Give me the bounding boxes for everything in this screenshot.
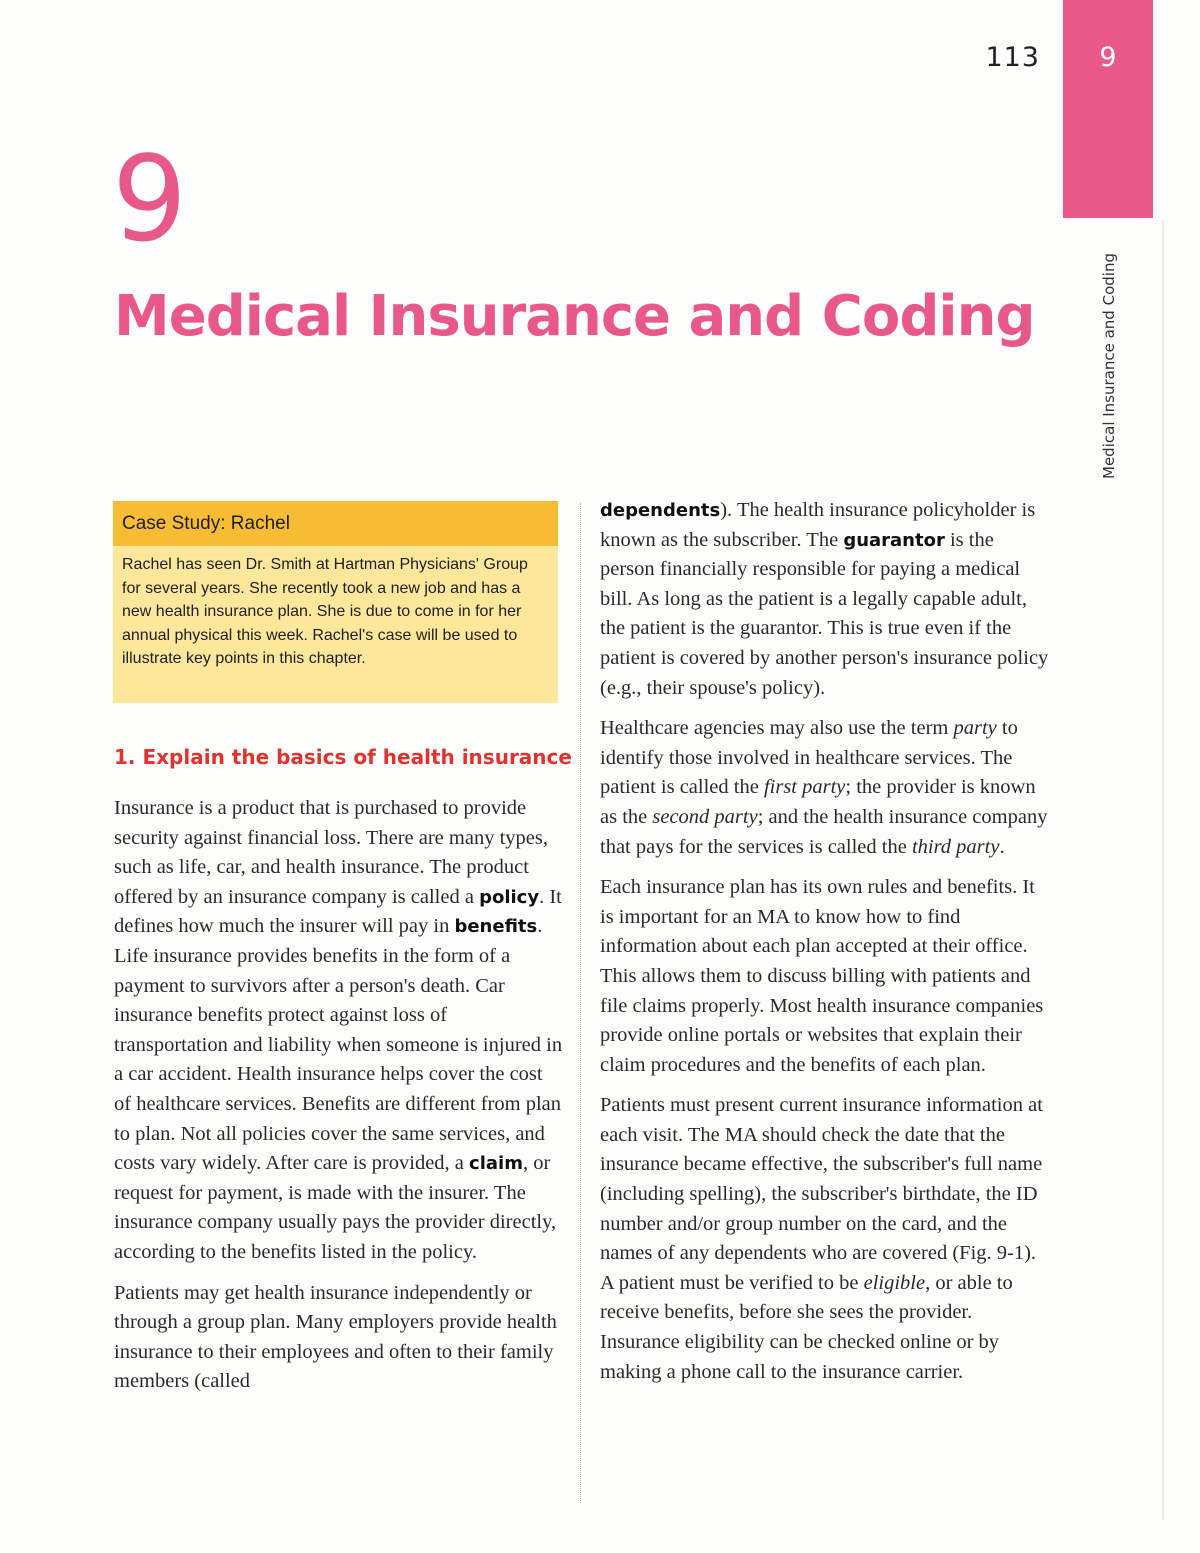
section-heading: 1. Explain the basics of health insurance (114, 745, 572, 769)
page-edge-line (1162, 220, 1164, 1520)
case-study-text: Rachel has seen Dr. Smith at Hartman Physicians' Group for several years. She recently took a new job and has a new health insurance plan. She is due to come in for her annual physical this week. Rachel's case will be used to illustrate key points in this chapter. (122, 556, 528, 667)
term-first-party: first party (763, 776, 846, 799)
left-column (114, 794, 564, 1408)
paragraph-dependents: dependents). The health insurance policyholder is known as the subscriber. The guarantor is the person financially responsible for paying a medical bill. As long as the patient is a legally capable adult, the patient is the guarantor. This is true even if the patient is covered by another person's insurance policy (e.g., their spouse's policy). (600, 499, 1049, 699)
paragraph-verification: Patients must present current insurance information at each visit. The MA should check the date that the insurance became effective, the subscriber's full name (including spelling), the subscriber's birthdate, the ID number and/or group number on the card, and the names of any dependents who are covered (Fig. 9-1). A patient must be verified to be eligible, or able to receive benefits, before she sees the provider. Insurance eligibility can be checked online or by making a phone call to the insurance carrier. (600, 1094, 1043, 1383)
page-number: 113 (985, 42, 1040, 73)
term-benefits: benefits (454, 916, 538, 938)
right-column (600, 496, 1050, 1398)
chapter-number: 9 (112, 130, 188, 268)
paragraph-insurance-basics: Insurance is a product that is purchased to provide security against financial loss. There are many types, such as life, car, and health insurance. The product offered by an insurance company is called a policy. It defines how much the insurer will pay in benefits. Life insurance provides benefits in the form of a payment to survivors after a person's death. Car insurance benefits protect against loss of transportation and liability when someone is injured in a car accident. Health insurance helps cover the cost of healthcare services. Benefits are different from plan to plan. Not all policies cover the same services, and costs vary widely. After care is provided, a claim, or request for payment, is made with the insurer. The insurance company usually pays the provider directly, according to the benefits listed in the policy. (114, 797, 563, 1263)
paragraph-parties: Healthcare agencies may also use the term party to identify those involved in healthcare services. The patient is called the first party; the provider is known as the second party; and the health insurance company that pays for the services is called the third party. (600, 717, 1048, 858)
case-study-box (113, 501, 558, 703)
term-party: party (953, 717, 997, 740)
term-claim: claim (469, 1153, 523, 1175)
case-study-title: Case Study: Rachel (113, 501, 558, 546)
paragraph-group-plans: Patients may get health insurance independently or through a group plan. Many employers provide health insurance to their employees and often to their family members (called (114, 1281, 557, 1393)
running-side-title: Medical Insurance and Coding (1100, 253, 1118, 479)
term-policy: policy (479, 886, 540, 908)
chapter-title: Medical Insurance and Coding (114, 284, 1035, 349)
term-eligible: eligible (863, 1271, 926, 1294)
chapter-tab-number: 9 (1099, 42, 1117, 73)
term-second-party: second party (652, 805, 758, 828)
paragraph-plan-rules: Each insurance plan has its own rules and benefits. It is important for an MA to know how to find information about each plan accepted at their office. This allows them to discuss billing with patients and file claims properly. Most health insurance companies provide online portals or websites that explain their claim procedures and the benefits of each plan. (600, 876, 1044, 1076)
term-guarantor: guarantor (843, 529, 945, 551)
chapter-tab (1063, 0, 1153, 218)
term-third-party: third party (911, 835, 1000, 858)
column-divider (580, 503, 581, 1503)
term-dependents: dependents (600, 500, 721, 521)
